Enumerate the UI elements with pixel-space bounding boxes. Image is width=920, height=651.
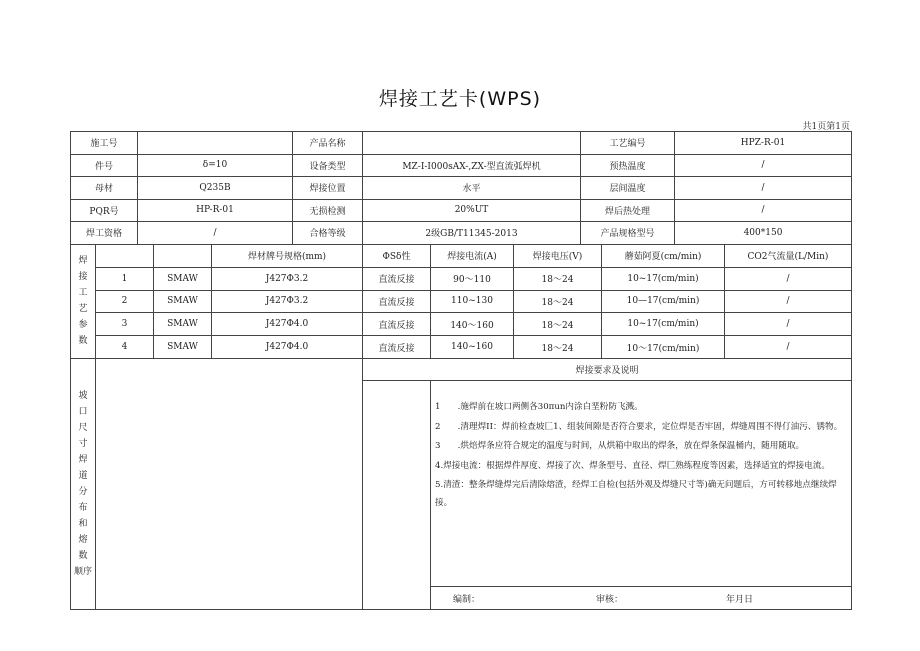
params-side-label: 焊 接 工 艺 参 数: [71, 245, 96, 359]
cell-filler: J427Φ3.2: [212, 267, 363, 290]
cell-current: 140～160: [431, 313, 514, 336]
sign-date-label: 年月日: [726, 594, 754, 605]
header-row-1: [71, 132, 852, 155]
note-item-4: 4.焊接电流：根据焊件厚度、焊接了次、焊条型号、直径、焊匚熟练程度等因素，选择适宜的焊接电流。: [435, 460, 830, 471]
label-welder-qual: 焊工资格: [71, 222, 138, 245]
col-header-speed: 蘑茹阿夏(cm/min): [602, 245, 725, 268]
page-title: 焊接工艺卡(WPS): [378, 88, 542, 110]
cell-pass-no: 4: [96, 336, 154, 359]
label-product-spec: 产品规格型号: [581, 222, 675, 245]
label-pqr-no: PQR号: [71, 199, 138, 222]
label-process-no: 工艺编号: [581, 132, 675, 155]
cell-pass-no: 1: [96, 267, 154, 290]
sign-edit-label: 编制：: [453, 594, 481, 605]
cell-method: SMAW: [154, 290, 212, 313]
label-ndt: 无损检测: [293, 199, 363, 222]
table-row: [71, 290, 852, 313]
label-interpass-temp: 层间温度: [581, 177, 675, 200]
note-item-3: 3 .烘焙焊条应符合规定的温度与时间，从烘箱中取出的焊条，放在焊条保温桶内，随用随取。: [435, 441, 805, 451]
value-product-name: [363, 132, 581, 155]
col-header-gas-flow: CO2气流量(L/Min): [725, 245, 852, 268]
cell-current: 90～110: [431, 267, 514, 290]
cell-pass-no: 2: [96, 290, 154, 313]
cell-method: SMAW: [154, 267, 212, 290]
cell-current: 110~130: [431, 290, 514, 313]
cell-voltage: 18～24: [514, 267, 602, 290]
label-product-name: 产品名称: [293, 132, 363, 155]
cell-filler: J427Φ4.0: [212, 313, 363, 336]
cell-filler: J427Φ3.2: [212, 290, 363, 313]
header-row-5: [71, 222, 852, 245]
cell-polarity: 直流反接: [363, 267, 431, 290]
sign-review-label: 审核：: [596, 594, 624, 605]
label-equipment-type: 设备类型: [293, 154, 363, 177]
cell-voltage: 18～24: [514, 290, 602, 313]
label-weld-position: 焊接位置: [293, 177, 363, 200]
table-row: [71, 336, 852, 359]
label-part-no: 件号: [71, 154, 138, 177]
cell-gas-flow: /: [725, 267, 852, 290]
label-construction-no: 施工号: [71, 132, 138, 155]
cell-filler: J427Φ4.0: [212, 336, 363, 359]
header-row-4: [71, 199, 852, 222]
value-welder-qual: /: [138, 222, 293, 245]
requirements-blank: [363, 381, 431, 610]
requirements-notes: [431, 381, 852, 587]
cell-speed: 10~17(cm/min): [602, 267, 725, 290]
label-preheat-temp: 预热温度: [581, 154, 675, 177]
cell-gas-flow: /: [725, 313, 852, 336]
header-row-3: [71, 177, 852, 200]
cell-gas-flow: /: [725, 336, 852, 359]
value-construction-no: [138, 132, 293, 155]
note-item-1: 1 .施焊前在坡口两侧各30πun内涂白垩粉防飞溅。: [435, 402, 643, 412]
note-item-2: 2 .清理焊II：焊前检查坡匚1、组装间隙是否符合要求，定位焊是否牢固，焊缝周围不得仃油污、锈物。: [435, 421, 843, 432]
cell-speed: 10～17(cm/min): [602, 336, 725, 359]
header-row-2: [71, 154, 852, 177]
col-header-no: [96, 245, 154, 268]
weld-params-table: [70, 244, 852, 359]
cell-voltage: 18～24: [514, 336, 602, 359]
cell-pass-no: 3: [96, 313, 154, 336]
groove-side-label: 坡 口 尺 寸 焊 道 分 布 和 熔 数 顺序: [71, 359, 96, 610]
cell-speed: 10~17(cm/min): [602, 313, 725, 336]
cell-method: SMAW: [154, 336, 212, 359]
groove-and-requirements-table: [70, 358, 852, 610]
table-row: [71, 267, 852, 290]
cell-gas-flow: /: [725, 290, 852, 313]
note-item-5: 5.清渣：整条焊缝焊完后清除熔渣，经焊工自检(包括外观及焊缝尺寸等)确无问题后，方可转移地点继续焊接。: [435, 480, 837, 508]
label-base-metal: 母材: [71, 177, 138, 200]
cell-method: SMAW: [154, 313, 212, 336]
value-base-metal: Q235B: [138, 177, 293, 200]
cell-voltage: 18～24: [514, 313, 602, 336]
value-equipment-type: MZ-I-I000sAX-,ZX-型直流弧焊机: [363, 154, 581, 177]
col-header-polarity: ΦSδ性: [363, 245, 431, 268]
value-ndt: 20%UT: [363, 199, 581, 222]
col-header-voltage: 焊接电压(V): [514, 245, 602, 268]
groove-sketch-area: [96, 359, 363, 610]
value-process-no: HPZ-R-01: [675, 132, 852, 155]
value-interpass-temp: /: [675, 177, 852, 200]
value-pqr-no: HP-R-01: [138, 199, 293, 222]
page-count: 共1页第1页: [802, 122, 850, 132]
header-info-table: [70, 131, 852, 245]
signature-row: [431, 587, 852, 610]
table-row: [71, 313, 852, 336]
col-header-method: [154, 245, 212, 268]
params-header-row: [71, 245, 852, 268]
cell-speed: 10—17(cm/min): [602, 290, 725, 313]
value-weld-position: 水平: [363, 177, 581, 200]
cell-polarity: 直流反接: [363, 290, 431, 313]
cell-current: 140~160: [431, 336, 514, 359]
col-header-current: 焊接电流(A): [431, 245, 514, 268]
value-part-no: δ=10: [138, 154, 293, 177]
requirements-title: 焊接要求及说明: [363, 359, 852, 381]
label-acceptance-grade: 合格等级: [293, 222, 363, 245]
label-pwht: 焊后热处理: [581, 199, 675, 222]
value-pwht: /: [675, 199, 852, 222]
col-header-filler: 焊材牌号规格(mm): [212, 245, 363, 268]
cell-polarity: 直流反接: [363, 313, 431, 336]
value-product-spec: 400*150: [675, 222, 852, 245]
cell-polarity: 直流反接: [363, 336, 431, 359]
value-preheat-temp: /: [675, 154, 852, 177]
value-acceptance-grade: 2级GB/T11345-2013: [363, 222, 581, 245]
